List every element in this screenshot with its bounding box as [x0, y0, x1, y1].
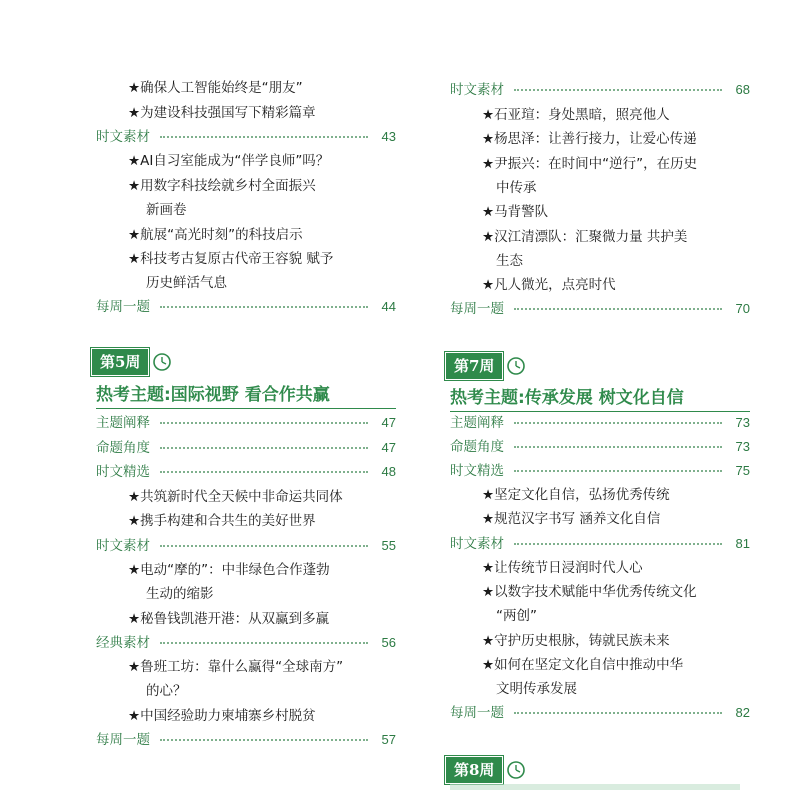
- section-label: 时文素材: [450, 82, 504, 98]
- list-item-continued[interactable]: 历史鲜活气息: [146, 275, 227, 291]
- leader-dots: [514, 89, 722, 91]
- list-item[interactable]: ★科技考古复原古代帝王容貌 赋予: [128, 251, 334, 267]
- section-heading[interactable]: [96, 437, 396, 459]
- list-item[interactable]: ★鲁班工坊：靠什么赢得“全球南方”: [128, 659, 344, 675]
- section-label: 时文精选: [450, 463, 504, 479]
- section-heading[interactable]: [96, 632, 396, 654]
- leader-dots: [160, 739, 368, 741]
- section-heading[interactable]: [450, 412, 750, 434]
- list-item-continued[interactable]: 生态: [496, 253, 523, 269]
- section-label: 每周一题: [96, 732, 150, 748]
- section-heading[interactable]: [450, 298, 750, 320]
- list-item[interactable]: ★石亚瑄：身处黑暗，照亮他人: [482, 107, 670, 123]
- page-number: 47: [381, 415, 396, 430]
- section-label: 时文素材: [96, 129, 150, 145]
- list-item[interactable]: ★确保人工智能始终是“朋友”: [128, 80, 303, 96]
- section-label: 每周一题: [96, 299, 150, 315]
- list-item-continued[interactable]: 新画卷: [146, 202, 187, 218]
- leader-dots: [514, 308, 722, 310]
- divider: [96, 408, 396, 409]
- list-item[interactable]: ★携手构建和合共生的美好世界: [128, 513, 316, 529]
- page-number: 47: [381, 440, 396, 455]
- section-heading[interactable]: [96, 535, 396, 557]
- leader-dots: [160, 545, 368, 547]
- page-number: 55: [381, 538, 396, 553]
- clock-icon: [506, 356, 526, 376]
- section-label: 时文精选: [96, 464, 150, 480]
- list-item[interactable]: ★如何在坚定文化自信中推动中华: [482, 657, 684, 673]
- list-item[interactable]: ★为建设科技强国写下精彩篇章: [128, 105, 316, 121]
- leader-dots: [514, 446, 722, 448]
- right-column: [400, 0, 790, 790]
- page-number: 81: [735, 536, 750, 551]
- list-item[interactable]: ★守护历史根脉，铸就民族未来: [482, 633, 670, 649]
- list-item[interactable]: ★汉江清漂队：汇聚微力量 共护美: [482, 229, 688, 245]
- clock-icon: [506, 760, 526, 780]
- list-item[interactable]: ★共筑新时代全天候中非命运共同体: [128, 489, 343, 505]
- page-number: 48: [381, 464, 396, 479]
- section-label: 时文素材: [96, 538, 150, 554]
- theme-title: 热考主题:国际视野 看合作共赢: [96, 385, 330, 405]
- page-number: 73: [735, 439, 750, 454]
- page-number: 82: [735, 705, 750, 720]
- section-label: 命题角度: [96, 440, 150, 456]
- list-item[interactable]: ★AI自习室能成为“伴学良师”吗？: [128, 153, 330, 169]
- list-item[interactable]: ★凡人微光，点亮时代: [482, 277, 616, 293]
- page-number: 68: [735, 82, 750, 97]
- cut-off-theme: [450, 784, 740, 790]
- leader-dots: [514, 712, 722, 714]
- section-label: 每周一题: [450, 705, 504, 721]
- section-heading[interactable]: [96, 461, 396, 483]
- leader-dots: [514, 470, 722, 472]
- list-item-continued[interactable]: 的心？: [146, 683, 187, 699]
- section-label: 命题角度: [450, 439, 504, 455]
- leader-dots: [160, 306, 368, 308]
- section-heading[interactable]: [450, 533, 750, 555]
- theme-title: 热考主题:传承发展 树文化自信: [450, 388, 684, 408]
- list-item-continued[interactable]: 生动的缩影: [146, 586, 214, 602]
- section-label: 时文素材: [450, 536, 504, 552]
- page-number: 70: [735, 301, 750, 316]
- leader-dots: [160, 642, 368, 644]
- leader-dots: [514, 422, 722, 424]
- section-heading[interactable]: [96, 729, 396, 751]
- list-item-continued[interactable]: 文明传承发展: [496, 681, 577, 697]
- page-number: 75: [735, 463, 750, 478]
- list-item[interactable]: ★用数字科技绘就乡村全面振兴: [128, 178, 316, 194]
- list-item-continued[interactable]: 中传承: [496, 180, 537, 196]
- section-label: 经典素材: [96, 635, 150, 651]
- section-heading[interactable]: [96, 296, 396, 318]
- section-heading[interactable]: [450, 436, 750, 458]
- list-item-continued[interactable]: “两创”: [496, 608, 537, 624]
- list-item[interactable]: ★让传统节日浸润时代人心: [482, 560, 643, 576]
- section-heading[interactable]: [450, 79, 750, 101]
- section-label: 每周一题: [450, 301, 504, 317]
- page-number: 43: [381, 129, 396, 144]
- page-number: 73: [735, 415, 750, 430]
- week-label: 第8周: [446, 757, 502, 783]
- week-label: 第7周: [446, 353, 502, 379]
- leader-dots: [160, 136, 368, 138]
- week-label: 第5周: [92, 349, 148, 375]
- section-heading[interactable]: [96, 126, 396, 148]
- section-heading[interactable]: [96, 412, 396, 434]
- page-number: 56: [381, 635, 396, 650]
- list-item[interactable]: ★尹振兴：在时间中“逆行”，在历史: [482, 156, 698, 172]
- list-item[interactable]: ★秘鲁钱凯港开港：从双赢到多赢: [128, 611, 330, 627]
- section-label: 主题阐释: [96, 415, 150, 431]
- page-number: 57: [381, 732, 396, 747]
- leader-dots: [160, 422, 368, 424]
- leader-dots: [160, 447, 368, 449]
- page-number: 44: [381, 299, 396, 314]
- list-item[interactable]: ★马背警队: [482, 204, 549, 220]
- section-label: 主题阐释: [450, 415, 504, 431]
- list-item[interactable]: ★杨思泽：让善行接力，让爱心传递: [482, 131, 697, 147]
- leader-dots: [160, 471, 368, 473]
- leader-dots: [514, 543, 722, 545]
- list-item[interactable]: ★航展“高光时刻”的科技启示: [128, 227, 303, 243]
- list-item[interactable]: ★坚定文化自信，弘扬优秀传统: [482, 487, 670, 503]
- clock-icon: [152, 352, 172, 372]
- section-heading[interactable]: [450, 702, 750, 724]
- list-item[interactable]: ★中国经验助力柬埔寨乡村脱贫: [128, 708, 316, 724]
- list-item[interactable]: ★规范汉字书写 涵养文化自信: [482, 511, 661, 527]
- week-badge: [92, 348, 172, 376]
- section-heading[interactable]: [450, 460, 750, 482]
- list-item[interactable]: ★以数字技术赋能中华优秀传统文化: [482, 584, 697, 600]
- week-badge: [446, 352, 526, 380]
- week-badge: [446, 756, 526, 784]
- list-item[interactable]: ★电动“摩的”：中非绿色合作蓬勃: [128, 562, 330, 578]
